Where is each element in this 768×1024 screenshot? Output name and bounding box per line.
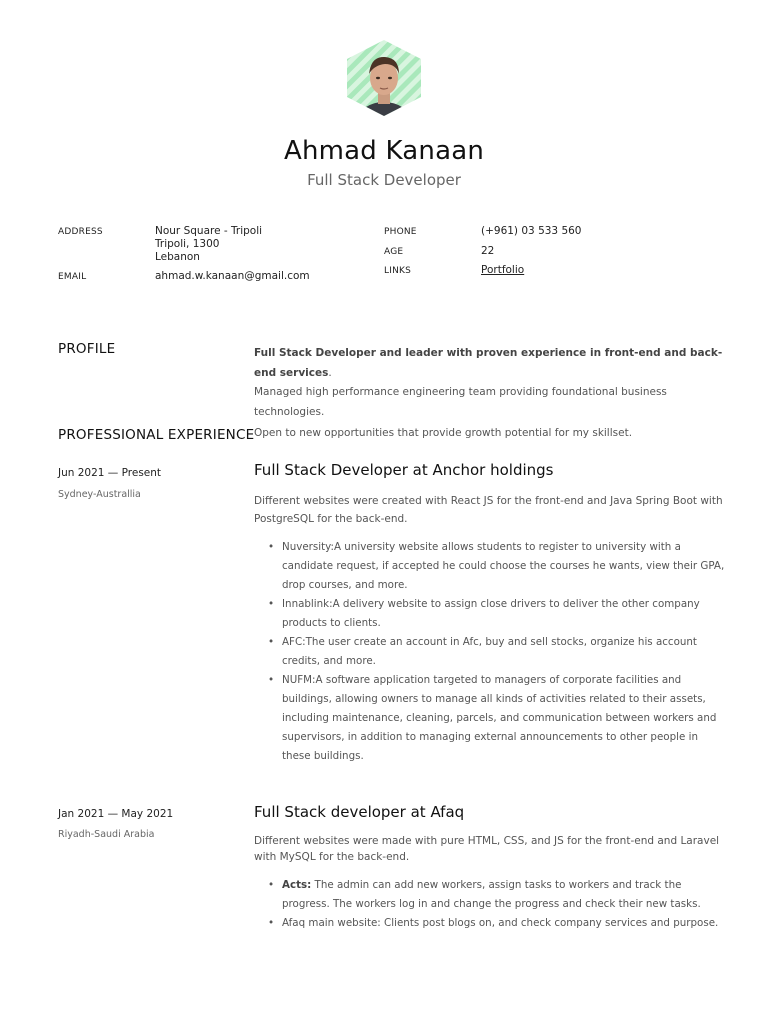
list-item: • Innablink:A delivery website to assign close drivers to deliver the other company products to clients.: [268, 598, 700, 629]
address-line-2: Tripoli, 1300: [155, 238, 220, 250]
address-line-1: Nour Square - Tripoli: [155, 225, 263, 237]
job-1-location: Sydney-Australlia: [58, 489, 141, 500]
job-1-bullet-2: Innablink:A delivery website to assign close drivers to deliver the other company products to clients.: [282, 598, 700, 629]
job-1-description: Different websites were created with React JS for the front-end and Java Spring Boot with PostgreSQL for the back-end.: [254, 495, 723, 525]
email-value[interactable]: ahmad.w.kanaan@gmail.com: [155, 270, 310, 282]
candidate-name: Ahmad Kanaan: [283, 136, 485, 166]
profile-line-3: Open to new opportunities that provide growth potential for my skillset.: [254, 427, 633, 439]
profile-summary: [254, 344, 734, 444]
job-2-bullets: [268, 876, 728, 933]
profile-photo: [347, 40, 421, 116]
profile-heading: PROFILE: [58, 341, 116, 357]
job-1-bullets: [268, 538, 728, 766]
age-label: AGE: [384, 247, 404, 257]
job-1-bullet-1: Nuversity:A university website allows students to register to university with a candidate request, if accepted he could choose the courses he wants, view their GPA, drop courses, and more.: [282, 541, 725, 591]
portfolio-link[interactable]: Portfolio: [481, 264, 525, 276]
links-label: LINKS: [384, 266, 412, 276]
list-item: • Afaq main website: Clients post blogs on, and check company services and purpose.: [268, 917, 719, 929]
email-label: EMAIL: [58, 272, 87, 282]
profile-headline: Full Stack Developer and leader with proven experience in front-end and back-end services: [254, 347, 723, 379]
address-label: ADDRESS: [58, 227, 103, 237]
address-value: [155, 225, 262, 264]
job-1-bullet-4: NUFM:A software application targeted to managers of corporate facilities and buildings, allowing owners to manage all kinds of activities related to their assets, including maintenance, cleaning, parcels, and communication between workers and supervisors, in addition to managing external announcements to other people in these buildings.: [282, 674, 717, 762]
job-2-bullet-1: The admin can add new workers, assign tasks to workers and track the progress. The workers log in and change the progress and check their new tasks.: [282, 879, 701, 910]
list-item: • Nuversity:A university website allows students to register to university with a candidate request, if accepted he could choose the courses he wants, view their GPA, drop courses, and more.: [268, 541, 725, 591]
candidate-role: Full Stack Developer: [307, 171, 461, 189]
job-2-title: Full Stack developer at Afaq: [254, 803, 465, 821]
job-1-bullet-3: AFC:The user create an account in Afc, buy and sell stocks, organize his account credits, and more.: [282, 636, 697, 667]
job-1-dates: Jun 2021 — Present: [58, 467, 162, 479]
job-2-dates: Jan 2021 — May 2021: [58, 808, 174, 820]
list-item: • Acts: The admin can add new workers, assign tasks to workers and track the progress. The workers log in and change the progress and check their new tasks.: [268, 879, 701, 910]
job-2-description: Different websites were made with pure HTML, CSS, and JS for the front-end and Laravel with MySQL for the back-end.: [254, 835, 720, 863]
job-2-bullet-1-bold: Acts:: [282, 879, 312, 891]
experience-heading: PROFESSIONAL EXPERIENCE: [58, 427, 255, 443]
phone-label: PHONE: [384, 227, 417, 237]
job-2-location: Riyadh-Saudi Arabia: [58, 829, 155, 840]
profile-headline-end: .: [328, 366, 332, 379]
list-item: • AFC:The user create an account in Afc, buy and sell stocks, organize his account credits, and more.: [268, 636, 697, 667]
age-value: 22: [481, 245, 495, 257]
address-line-3: Lebanon: [155, 251, 200, 263]
job-2-bullet-2: Afaq main website: Clients post blogs on, and check company services and purpose.: [282, 917, 719, 929]
profile-line-2: Managed high performance engineering team providing foundational business technologies.: [254, 386, 667, 418]
job-1-title: Full Stack Developer at Anchor holdings: [254, 461, 554, 479]
list-item: • NUFM:A software application targeted to managers of corporate facilities and buildings, allowing owners to manage all kinds of activities related to their assets, including maintenance, cleaning, parcels, and communication between workers and supervisors, in addition to managing external announcements to other people in these buildings.: [268, 674, 717, 762]
phone-value: (+961) 03 533 560: [481, 225, 582, 237]
